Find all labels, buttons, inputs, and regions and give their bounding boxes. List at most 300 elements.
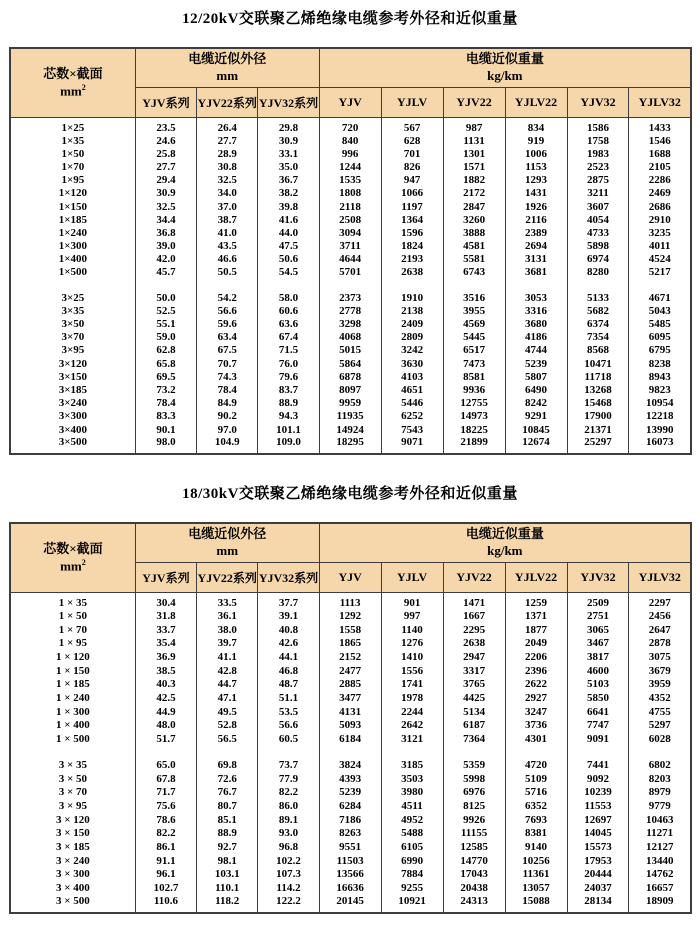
- value-cell: 8238: [629, 357, 691, 370]
- value-cell: 70.7: [197, 357, 258, 370]
- value-cell: 18225: [443, 423, 505, 436]
- value-cell: 7441: [567, 758, 629, 772]
- value-cell: 84.9: [197, 397, 258, 410]
- size-cell: 1×500: [10, 266, 135, 279]
- value-cell: 54.2: [197, 291, 258, 304]
- value-cell: 3094: [319, 226, 381, 239]
- value-cell: 12755: [443, 397, 505, 410]
- gap-cell: [197, 279, 258, 291]
- value-cell: 6795: [629, 344, 691, 357]
- value-cell: 4393: [319, 772, 381, 786]
- table-row: [10, 678, 691, 692]
- header-yjlv22: YJLV22: [505, 88, 567, 118]
- value-cell: 51.7: [135, 732, 196, 746]
- value-cell: 46.8: [258, 664, 319, 678]
- size-cell: 3×95: [10, 344, 135, 357]
- value-cell: 4011: [629, 240, 691, 253]
- value-cell: 72.6: [197, 772, 258, 786]
- value-cell: 8943: [629, 370, 691, 383]
- value-cell: 16636: [319, 881, 381, 895]
- value-cell: 9779: [629, 799, 691, 813]
- gap-cell: [135, 279, 196, 291]
- value-cell: 8568: [567, 344, 629, 357]
- header-yjv-series: YJV系列: [135, 563, 196, 593]
- value-cell: 9140: [505, 840, 567, 854]
- value-cell: 2396: [505, 664, 567, 678]
- size-cell: 3×500: [10, 436, 135, 454]
- value-cell: 3467: [567, 637, 629, 651]
- value-cell: 5134: [443, 705, 505, 719]
- value-cell: 26.4: [197, 118, 258, 135]
- value-cell: 17900: [567, 410, 629, 423]
- value-cell: 4103: [381, 370, 443, 383]
- value-cell: 8979: [629, 785, 691, 799]
- value-cell: 42.0: [135, 253, 196, 266]
- value-cell: 4425: [443, 691, 505, 705]
- table-row: [10, 623, 691, 637]
- table-row: [10, 840, 691, 854]
- value-cell: 5217: [629, 266, 691, 279]
- value-cell: 35.4: [135, 637, 196, 651]
- value-cell: 1586: [567, 118, 629, 135]
- table-row: [10, 240, 691, 253]
- header-weight-group-unit: kg/km: [487, 68, 523, 83]
- value-cell: 2642: [381, 719, 443, 733]
- size-cell: 3×300: [10, 410, 135, 423]
- value-cell: 1535: [319, 174, 381, 187]
- value-cell: 7543: [381, 423, 443, 436]
- value-cell: 8242: [505, 397, 567, 410]
- value-cell: 3260: [443, 213, 505, 226]
- value-cell: 13268: [567, 383, 629, 396]
- value-cell: 8381: [505, 826, 567, 840]
- gap-cell: [505, 746, 567, 758]
- gap-cell: [10, 279, 135, 291]
- value-cell: 30.8: [197, 160, 258, 173]
- value-cell: 5445: [443, 331, 505, 344]
- value-cell: 2694: [505, 240, 567, 253]
- value-cell: 3121: [381, 732, 443, 746]
- header-core-section-unit: mm: [60, 558, 82, 574]
- value-cell: 3980: [381, 785, 443, 799]
- value-cell: 1558: [319, 623, 381, 637]
- value-cell: 1471: [443, 593, 505, 610]
- section-gap-row: [10, 746, 691, 758]
- value-cell: 2152: [319, 650, 381, 664]
- value-cell: 39.0: [135, 240, 196, 253]
- value-cell: 5581: [443, 253, 505, 266]
- value-cell: 69.8: [197, 758, 258, 772]
- gap-cell: [443, 746, 505, 758]
- size-cell: 1 × 500: [10, 732, 135, 746]
- value-cell: 4733: [567, 226, 629, 239]
- value-cell: 47.5: [258, 240, 319, 253]
- value-cell: 13057: [505, 881, 567, 895]
- value-cell: 67.4: [258, 331, 319, 344]
- value-cell: 98.1: [197, 854, 258, 868]
- value-cell: 987: [443, 118, 505, 135]
- value-cell: 24037: [567, 881, 629, 895]
- value-cell: 38.2: [258, 187, 319, 200]
- value-cell: 840: [319, 134, 381, 147]
- value-cell: 12697: [567, 813, 629, 827]
- table-row: [10, 664, 691, 678]
- value-cell: 997: [381, 609, 443, 623]
- value-cell: 65.0: [135, 758, 196, 772]
- value-cell: 3959: [629, 678, 691, 692]
- header-yjv32-series: YJV32系列: [258, 563, 319, 593]
- value-cell: 80.7: [197, 799, 258, 813]
- value-cell: 4186: [505, 331, 567, 344]
- value-cell: 5015: [319, 344, 381, 357]
- gap-cell: [381, 746, 443, 758]
- table-row: [10, 160, 691, 173]
- value-cell: 1140: [381, 623, 443, 637]
- value-cell: 86.0: [258, 799, 319, 813]
- value-cell: 1244: [319, 160, 381, 173]
- value-cell: 3680: [505, 317, 567, 330]
- header-core-section-label: 芯数×截面: [43, 541, 103, 557]
- header-core-section-unit-sup: 2: [81, 82, 86, 92]
- gap-cell: [319, 279, 381, 291]
- value-cell: 1364: [381, 213, 443, 226]
- value-cell: 35.0: [258, 160, 319, 173]
- value-cell: 6352: [505, 799, 567, 813]
- value-cell: 5359: [443, 758, 505, 772]
- value-cell: 11155: [443, 826, 505, 840]
- value-cell: 76.7: [197, 785, 258, 799]
- value-cell: 2297: [629, 593, 691, 610]
- size-cell: 1×120: [10, 187, 135, 200]
- value-cell: 107.3: [258, 868, 319, 882]
- value-cell: 6105: [381, 840, 443, 854]
- value-cell: 2295: [443, 623, 505, 637]
- value-cell: 50.5: [197, 266, 258, 279]
- size-cell: 1 × 185: [10, 678, 135, 692]
- value-cell: 3235: [629, 226, 691, 239]
- header-diameter-group-label: 电缆近似外径: [188, 51, 267, 67]
- value-cell: 79.6: [258, 370, 319, 383]
- value-cell: 52.5: [135, 304, 196, 317]
- value-cell: 4720: [505, 758, 567, 772]
- gap-cell: [258, 746, 319, 758]
- value-cell: 12674: [505, 436, 567, 454]
- value-cell: 43.5: [197, 240, 258, 253]
- value-cell: 4581: [443, 240, 505, 253]
- value-cell: 98.0: [135, 436, 196, 454]
- value-cell: 1371: [505, 609, 567, 623]
- value-cell: 58.0: [258, 291, 319, 304]
- value-cell: 96.8: [258, 840, 319, 854]
- value-cell: 48.7: [258, 678, 319, 692]
- value-cell: 2373: [319, 291, 381, 304]
- size-cell: 1×25: [10, 118, 135, 135]
- value-cell: 5133: [567, 291, 629, 304]
- gap-cell: [10, 746, 135, 758]
- value-cell: 2751: [567, 609, 629, 623]
- value-cell: 37.0: [197, 200, 258, 213]
- value-cell: 14045: [567, 826, 629, 840]
- value-cell: 73.2: [135, 383, 196, 396]
- value-cell: 73.7: [258, 758, 319, 772]
- value-cell: 32.5: [197, 174, 258, 187]
- value-cell: 5898: [567, 240, 629, 253]
- size-cell: 1×400: [10, 253, 135, 266]
- value-cell: 85.1: [197, 813, 258, 827]
- header-core-section: [10, 48, 135, 118]
- value-cell: 60.5: [258, 732, 319, 746]
- table-row: [10, 253, 691, 266]
- value-cell: 3075: [629, 650, 691, 664]
- table-row: [10, 187, 691, 200]
- value-cell: 10256: [505, 854, 567, 868]
- value-cell: 14762: [629, 868, 691, 882]
- table-row: [10, 799, 691, 813]
- value-cell: 2456: [629, 609, 691, 623]
- value-cell: 3247: [505, 705, 567, 719]
- value-cell: 4301: [505, 732, 567, 746]
- value-cell: 3736: [505, 719, 567, 733]
- value-cell: 6976: [443, 785, 505, 799]
- value-cell: 2469: [629, 187, 691, 200]
- table-row: [10, 226, 691, 239]
- header-core-section-unit: mm: [60, 83, 82, 99]
- value-cell: 59.6: [197, 317, 258, 330]
- value-cell: 83.7: [258, 383, 319, 396]
- header-core-section-label: 芯数×截面: [43, 65, 103, 81]
- table-row: [10, 691, 691, 705]
- value-cell: 9092: [567, 772, 629, 786]
- value-cell: 6990: [381, 854, 443, 868]
- value-cell: 11718: [567, 370, 629, 383]
- size-cell: 3 × 500: [10, 895, 135, 913]
- value-cell: 3817: [567, 650, 629, 664]
- value-cell: 1131: [443, 134, 505, 147]
- cable-table-12-20kv: [9, 47, 692, 455]
- value-cell: 628: [381, 134, 443, 147]
- value-cell: 3824: [319, 758, 381, 772]
- value-cell: 4131: [319, 705, 381, 719]
- value-cell: 1926: [505, 200, 567, 213]
- value-cell: 30.4: [135, 593, 196, 610]
- value-cell: 9551: [319, 840, 381, 854]
- value-cell: 9823: [629, 383, 691, 396]
- value-cell: 91.1: [135, 854, 196, 868]
- value-cell: 3516: [443, 291, 505, 304]
- size-cell: 3×35: [10, 304, 135, 317]
- value-cell: 4524: [629, 253, 691, 266]
- table-row: [10, 410, 691, 423]
- header-weight-group: [319, 523, 691, 563]
- header-yjv32: YJV32: [567, 88, 629, 118]
- size-cell: 3 × 95: [10, 799, 135, 813]
- value-cell: 29.8: [258, 118, 319, 135]
- size-cell: 1×300: [10, 240, 135, 253]
- value-cell: 15468: [567, 397, 629, 410]
- value-cell: 10954: [629, 397, 691, 410]
- table-row: [10, 213, 691, 226]
- value-cell: 17953: [567, 854, 629, 868]
- value-cell: 2118: [319, 200, 381, 213]
- value-cell: 6878: [319, 370, 381, 383]
- header-yjlv22: YJLV22: [505, 563, 567, 593]
- table-row: [10, 344, 691, 357]
- table-row: [10, 705, 691, 719]
- header-yjv32: YJV32: [567, 563, 629, 593]
- size-cell: 1×35: [10, 134, 135, 147]
- value-cell: 30.9: [135, 187, 196, 200]
- value-cell: 996: [319, 147, 381, 160]
- value-cell: 110.6: [135, 895, 196, 913]
- value-cell: 2244: [381, 705, 443, 719]
- header-core-section: [10, 523, 135, 593]
- value-cell: 567: [381, 118, 443, 135]
- value-cell: 44.7: [197, 678, 258, 692]
- value-cell: 5488: [381, 826, 443, 840]
- header-diameter-group-unit: mm: [216, 543, 239, 559]
- header-yjv22: YJV22: [443, 563, 505, 593]
- value-cell: 4952: [381, 813, 443, 827]
- size-cell: 1 × 35: [10, 593, 135, 610]
- size-cell: 1 × 95: [10, 637, 135, 651]
- value-cell: 3765: [443, 678, 505, 692]
- value-cell: 54.5: [258, 266, 319, 279]
- value-cell: 2138: [381, 304, 443, 317]
- value-cell: 7473: [443, 357, 505, 370]
- table-row: [10, 895, 691, 913]
- value-cell: 6743: [443, 266, 505, 279]
- value-cell: 27.7: [197, 134, 258, 147]
- size-cell: 3×150: [10, 370, 135, 383]
- value-cell: 3679: [629, 664, 691, 678]
- value-cell: 49.5: [197, 705, 258, 719]
- table-row: [10, 370, 691, 383]
- value-cell: 88.9: [258, 397, 319, 410]
- value-cell: 2116: [505, 213, 567, 226]
- value-cell: 42.6: [258, 637, 319, 651]
- value-cell: 10471: [567, 357, 629, 370]
- value-cell: 20444: [567, 868, 629, 882]
- size-cell: 3 × 240: [10, 854, 135, 868]
- value-cell: 1431: [505, 187, 567, 200]
- size-cell: 3×185: [10, 383, 135, 396]
- value-cell: 5239: [319, 785, 381, 799]
- value-cell: 86.1: [135, 840, 196, 854]
- value-cell: 39.8: [258, 200, 319, 213]
- value-cell: 47.1: [197, 691, 258, 705]
- value-cell: 2508: [319, 213, 381, 226]
- value-cell: 46.6: [197, 253, 258, 266]
- value-cell: 3888: [443, 226, 505, 239]
- value-cell: 2206: [505, 650, 567, 664]
- value-cell: 4744: [505, 344, 567, 357]
- value-cell: 3316: [505, 304, 567, 317]
- value-cell: 5093: [319, 719, 381, 733]
- value-cell: 3955: [443, 304, 505, 317]
- value-cell: 720: [319, 118, 381, 135]
- table-row: [10, 785, 691, 799]
- value-cell: 9936: [443, 383, 505, 396]
- value-cell: 96.1: [135, 868, 196, 882]
- header-diameter-group: [135, 48, 319, 88]
- value-cell: 55.1: [135, 317, 196, 330]
- value-cell: 109.0: [258, 436, 319, 454]
- section-gap-row: [10, 279, 691, 291]
- value-cell: 1066: [381, 187, 443, 200]
- value-cell: 36.9: [135, 650, 196, 664]
- table-row: [10, 147, 691, 160]
- value-cell: 114.2: [258, 881, 319, 895]
- value-cell: 38.5: [135, 664, 196, 678]
- header-yjv: YJV: [319, 88, 381, 118]
- value-cell: 63.4: [197, 331, 258, 344]
- gap-cell: [197, 746, 258, 758]
- value-cell: 17043: [443, 868, 505, 882]
- value-cell: 1741: [381, 678, 443, 692]
- table-row: [10, 174, 691, 187]
- value-cell: 4054: [567, 213, 629, 226]
- table-row: [10, 719, 691, 733]
- size-cell: 3 × 300: [10, 868, 135, 882]
- table-row: [10, 609, 691, 623]
- value-cell: 2927: [505, 691, 567, 705]
- value-cell: 18295: [319, 436, 381, 454]
- value-cell: 3607: [567, 200, 629, 213]
- value-cell: 2809: [381, 331, 443, 344]
- value-cell: 834: [505, 118, 567, 135]
- value-cell: 122.2: [258, 895, 319, 913]
- table-row: [10, 331, 691, 344]
- value-cell: 12127: [629, 840, 691, 854]
- value-cell: 4755: [629, 705, 691, 719]
- size-cell: 1 × 400: [10, 719, 135, 733]
- value-cell: 5682: [567, 304, 629, 317]
- value-cell: 33.7: [135, 623, 196, 637]
- size-cell: 3×70: [10, 331, 135, 344]
- value-cell: 9091: [567, 732, 629, 746]
- header-weight-group: [319, 48, 691, 88]
- value-cell: 4511: [381, 799, 443, 813]
- value-cell: 5850: [567, 691, 629, 705]
- value-cell: 4352: [629, 691, 691, 705]
- value-cell: 7884: [381, 868, 443, 882]
- value-cell: 1259: [505, 593, 567, 610]
- value-cell: 2947: [443, 650, 505, 664]
- value-cell: 7364: [443, 732, 505, 746]
- value-cell: 16073: [629, 436, 691, 454]
- value-cell: 82.2: [258, 785, 319, 799]
- size-cell: 1 × 50: [10, 609, 135, 623]
- value-cell: 5043: [629, 304, 691, 317]
- value-cell: 23.5: [135, 118, 196, 135]
- value-cell: 78.4: [197, 383, 258, 396]
- value-cell: 11503: [319, 854, 381, 868]
- value-cell: 8097: [319, 383, 381, 396]
- value-cell: 41.0: [197, 226, 258, 239]
- table-row: [10, 357, 691, 370]
- value-cell: 71.5: [258, 344, 319, 357]
- size-cell: 3×240: [10, 397, 135, 410]
- value-cell: 1882: [443, 174, 505, 187]
- value-cell: 2286: [629, 174, 691, 187]
- value-cell: 1410: [381, 650, 443, 664]
- value-cell: 78.4: [135, 397, 196, 410]
- value-cell: 38.0: [197, 623, 258, 637]
- header-yjv32-series: YJV32系列: [258, 88, 319, 118]
- value-cell: 51.1: [258, 691, 319, 705]
- value-cell: 1667: [443, 609, 505, 623]
- size-cell: 1×95: [10, 174, 135, 187]
